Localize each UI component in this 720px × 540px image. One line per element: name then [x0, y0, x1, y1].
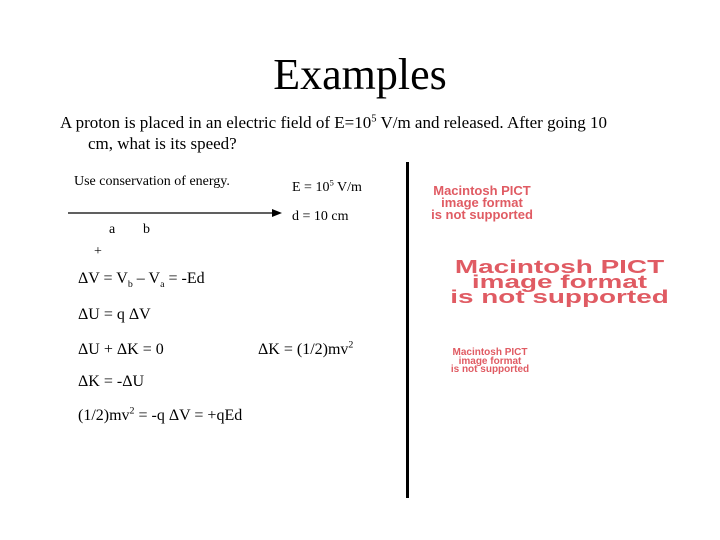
eq-final-exponent: 2	[129, 405, 135, 417]
vertical-divider	[406, 162, 409, 498]
eq-k-prefix: ΔK = (1/2)mv	[258, 341, 349, 358]
pict2-line3: is not supported	[450, 287, 669, 307]
conservation-note: Use conservation of energy.	[74, 174, 230, 189]
pict-placeholder-small	[418, 185, 546, 221]
problem-statement	[60, 112, 660, 154]
eq-dv-rhs: = -Ed	[164, 270, 205, 287]
equation-kinetic-energy	[258, 341, 353, 359]
field-unit: V/m	[333, 180, 362, 195]
eq-dv-mid: – V	[132, 270, 161, 287]
pict3-line2: image format	[458, 355, 522, 367]
pict2-line1: Macintosh PICT	[454, 257, 665, 277]
point-a-label: a	[109, 222, 116, 237]
equation-potential-difference	[78, 270, 205, 291]
distance-value: d = 10 cm	[292, 209, 349, 224]
field-value	[292, 177, 362, 196]
equation-energy-sum: ΔU + ΔK = 0	[78, 341, 164, 358]
equation-final	[78, 407, 242, 425]
eq-final-suffix: = -q ΔV = +qEd	[134, 407, 243, 424]
problem-exponent: 5	[371, 113, 377, 125]
problem-line1: A proton is placed in an electric field of E=10	[60, 113, 372, 132]
equation-delta-k: ΔK = -ΔU	[78, 373, 145, 390]
pict3-line1: Macintosh PICT	[452, 347, 528, 358]
pict-placeholder-large	[420, 257, 699, 307]
eq-k-exponent: 2	[348, 339, 354, 351]
problem-line2: cm, what is its speed?	[88, 134, 237, 153]
eq-dv-sub-a: a	[160, 279, 165, 291]
pict1-line2: image format	[441, 195, 523, 210]
point-b-label: b	[143, 222, 150, 237]
field-arrow	[66, 206, 286, 220]
pict1-line3: is not supported	[431, 207, 533, 222]
pict-placeholder-squashed	[424, 349, 556, 375]
equation-potential-energy: ΔU = q ΔV	[78, 306, 151, 323]
eq-dv-lhs: ΔV = V	[78, 270, 128, 287]
eq-dv-sub-b: b	[127, 279, 133, 291]
pict1-line1: Macintosh PICT	[433, 183, 531, 198]
problem-line1-end: V/m and released. After going 10	[376, 113, 608, 132]
pict2-line2: image format	[471, 272, 648, 292]
charge-sign: +	[94, 244, 102, 259]
field-exponent: 5	[329, 177, 334, 188]
pict3-line3: is not supported	[450, 364, 530, 375]
field-prefix: E = 10	[292, 180, 330, 195]
field-arrow-head	[272, 209, 282, 217]
slide-title: Examples	[273, 50, 447, 99]
eq-final-prefix: (1/2)mv	[78, 407, 130, 424]
